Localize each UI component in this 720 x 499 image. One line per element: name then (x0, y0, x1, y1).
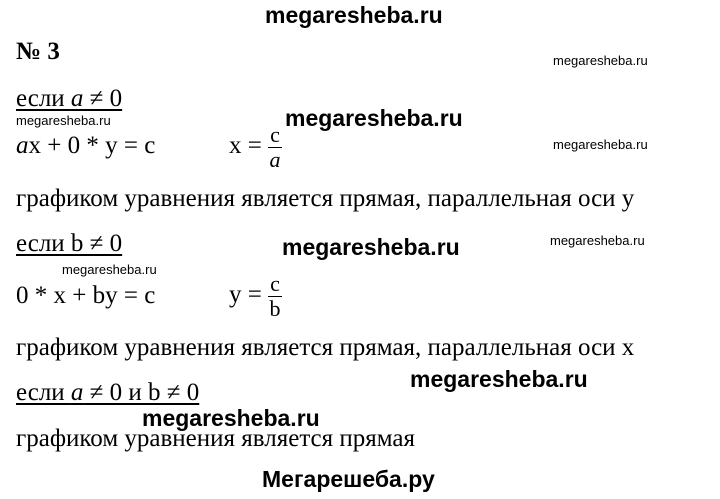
fraction-numerator: c (270, 122, 280, 147)
result-case3: графиком уравнения является прямая (16, 425, 416, 452)
equation-rest: x + 0 * y = c (28, 132, 156, 159)
site-watermark: megaresheba.ru (16, 113, 111, 128)
site-watermark-header: megaresheba.ru (265, 2, 443, 28)
task-number: № 3 (16, 38, 60, 65)
solution-case2 (229, 273, 282, 320)
solution-fraction (268, 273, 282, 320)
equation-variable: a (16, 132, 29, 159)
condition-a-nonzero (16, 84, 122, 114)
solution-lhs: y = (229, 281, 269, 309)
site-watermark-bold: megaresheba.ru (142, 405, 320, 431)
condition-prefix: если (16, 379, 71, 406)
equation-case2: 0 * x + by = c (16, 282, 156, 309)
result-case2: графиком уравнения является прямая, параллельная оси x (16, 334, 635, 361)
site-watermark-bold: megaresheba.ru (282, 234, 460, 260)
condition-b-nonzero: если b ≠ 0 (16, 230, 123, 257)
result-case1: графиком уравнения является прямая, параллельная оси y (16, 185, 635, 212)
equation-case1 (16, 131, 155, 161)
fraction-denominator: b (269, 296, 281, 321)
condition-suffix: ≠ 0 и b ≠ 0 (83, 379, 200, 406)
solution-lhs: x = (229, 132, 269, 160)
site-watermark: megaresheba.ru (553, 137, 648, 152)
solution-case1 (229, 124, 282, 171)
condition-a-and-b-nonzero (16, 378, 199, 408)
site-watermark: megaresheba.ru (553, 53, 648, 68)
site-watermark-footer: Мегарешеба.ру (262, 466, 435, 492)
fraction-numerator: c (270, 271, 280, 296)
condition-suffix: ≠ 0 (83, 85, 123, 112)
fraction-denominator: a (269, 147, 281, 172)
site-watermark: megaresheba.ru (550, 233, 645, 248)
site-watermark-bold: megaresheba.ru (410, 366, 588, 392)
condition-variable: a (70, 85, 84, 112)
site-watermark-bold: megaresheba.ru (285, 105, 463, 131)
site-watermark: megaresheba.ru (62, 262, 157, 277)
condition-prefix: если (16, 85, 71, 112)
solution-fraction (268, 124, 282, 171)
condition-variable: a (70, 379, 84, 406)
